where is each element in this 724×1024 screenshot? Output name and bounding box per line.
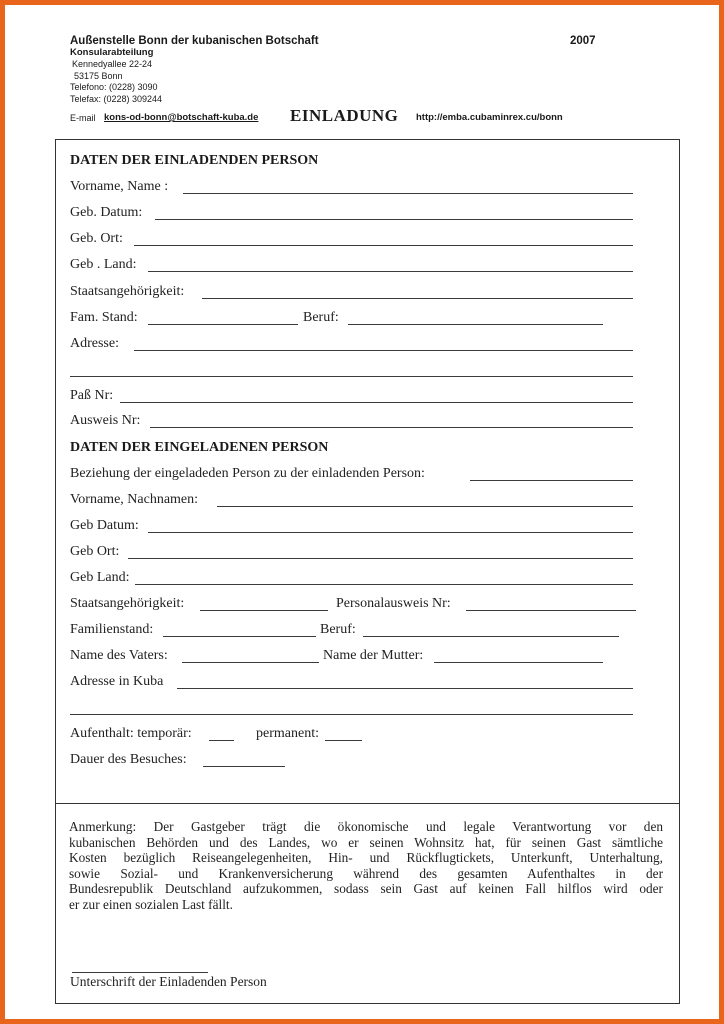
guest-marital-label: Familienstand: xyxy=(70,622,154,637)
host-citizenship-field[interactable] xyxy=(202,298,633,299)
guest-relationship-label: Beziehung der eingeladeden Person zu der einladenden Person: xyxy=(70,466,425,481)
embassy-name: Außenstelle Bonn der kubanischen Botschaft xyxy=(70,35,319,47)
guest-duration-label: Dauer des Besuches: xyxy=(70,752,187,767)
guest-citizenship-label: Staatsangehörigkeit: xyxy=(70,596,185,611)
host-birthdate-label: Geb. Datum: xyxy=(70,205,143,220)
guest-marital-field[interactable] xyxy=(163,636,316,637)
signature-field[interactable] xyxy=(72,972,208,973)
department-name: Konsularabteilung xyxy=(70,47,154,58)
guest-father-field[interactable] xyxy=(182,662,319,663)
guest-duration-field[interactable] xyxy=(203,766,285,767)
host-birthplace-field[interactable] xyxy=(134,245,633,246)
host-id-label: Ausweis Nr: xyxy=(70,413,141,428)
document-title: EINLADUNG xyxy=(290,106,399,125)
host-passport-label: Paß Nr: xyxy=(70,388,114,403)
guest-birthcountry-label: Geb Land: xyxy=(70,570,130,585)
guest-birthplace-label: Geb Ort: xyxy=(70,544,120,559)
host-marital-field[interactable] xyxy=(148,324,298,325)
guest-address-field[interactable] xyxy=(177,688,633,689)
host-id-field[interactable] xyxy=(150,427,633,428)
liability-note xyxy=(69,819,663,913)
note-line: Anmerkung: Der Gastgeber trägt die ökonomische und legale Verantwortung vor den xyxy=(69,819,663,834)
signature-label: Unterschrift der Einladenden Person xyxy=(70,974,267,989)
guest-profession-label: Beruf: xyxy=(320,622,356,637)
guest-stay-label: Aufenthalt: temporär: xyxy=(70,726,192,741)
guest-name-label: Vorname, Nachnamen: xyxy=(70,492,199,507)
host-name-label: Vorname, Name : xyxy=(70,179,169,194)
guest-name-field[interactable] xyxy=(217,506,633,507)
website-link[interactable]: http://emba.cubaminrex.cu/bonn xyxy=(416,112,563,123)
guest-id-label: Personalausweis Nr: xyxy=(336,596,451,611)
guest-profession-field[interactable] xyxy=(363,636,619,637)
document-year: 2007 xyxy=(570,35,596,47)
host-birthcountry-label: Geb . Land: xyxy=(70,257,137,272)
guest-citizenship-field[interactable] xyxy=(200,610,328,611)
address-street: Kennedyallee 22-24 xyxy=(72,59,153,69)
host-citizenship-label: Staatsangehörigkeit: xyxy=(70,284,185,299)
note-line: kubanischen Behörden und des Landes, wo er seinen Wohnsitz hat, für seinen Gast sämtliche xyxy=(69,834,663,850)
guest-stay-permanent-field[interactable] xyxy=(325,740,362,741)
form-divider xyxy=(55,803,680,804)
guest-address-label: Adresse in Kuba xyxy=(70,674,164,689)
host-marital-label: Fam. Stand: xyxy=(70,310,138,325)
address-city: 53175 Bonn xyxy=(74,71,123,81)
note-line: sowie Sozial- und Krankenversicherung während des gesamten Aufenthaltes in der xyxy=(69,865,663,881)
guest-mother-field[interactable] xyxy=(434,662,603,663)
host-birthcountry-field[interactable] xyxy=(148,271,633,272)
guest-birthdate-field[interactable] xyxy=(148,532,633,533)
host-section-heading: DATEN DER EINLADENDEN PERSON xyxy=(70,153,319,168)
note-line: Kosten bezüglich Reiseangelegenheiten, Hin- und Rückflugtickets, Unterkunft, Unterhaltung, xyxy=(69,850,663,866)
guest-relationship-field[interactable] xyxy=(470,480,633,481)
host-passport-field[interactable] xyxy=(120,402,633,403)
guest-father-label: Name des Vaters: xyxy=(70,648,168,663)
host-profession-field[interactable] xyxy=(348,324,603,325)
guest-section-heading: DATEN DER EINGELADENEN PERSON xyxy=(70,440,329,455)
phone-number: Telefono: (0228) 3090 xyxy=(70,82,158,92)
note-line: er zur einen sozialen Last fällt. xyxy=(69,896,233,912)
email-link[interactable]: kons-od-bonn@botschaft-kuba.de xyxy=(104,112,259,123)
guest-address-field-2[interactable] xyxy=(70,714,633,715)
guest-id-field[interactable] xyxy=(466,610,636,611)
guest-stay-permanent-label: permanent: xyxy=(256,726,319,741)
host-name-field[interactable] xyxy=(183,193,633,194)
host-address-field[interactable] xyxy=(134,350,633,351)
host-profession-label: Beruf: xyxy=(303,310,339,325)
fax-number: Telefax: (0228) 309244 xyxy=(70,94,163,104)
email-label: E-mail xyxy=(70,113,96,123)
host-birthdate-field[interactable] xyxy=(155,219,633,220)
guest-birthdate-label: Geb Datum: xyxy=(70,518,139,533)
host-birthplace-label: Geb. Ort: xyxy=(70,231,123,246)
note-line: Bundesrepublik Deutschland aufzukommen, sodass sein Gast auf keinen Fall hilflos wird oder xyxy=(69,881,663,897)
host-address-field-2[interactable] xyxy=(70,376,633,377)
guest-birthplace-field[interactable] xyxy=(128,558,633,559)
guest-mother-label: Name der Mutter: xyxy=(323,648,424,663)
host-address-label: Adresse: xyxy=(70,336,119,351)
guest-birthcountry-field[interactable] xyxy=(135,584,633,585)
guest-stay-temporary-field[interactable] xyxy=(209,740,234,741)
